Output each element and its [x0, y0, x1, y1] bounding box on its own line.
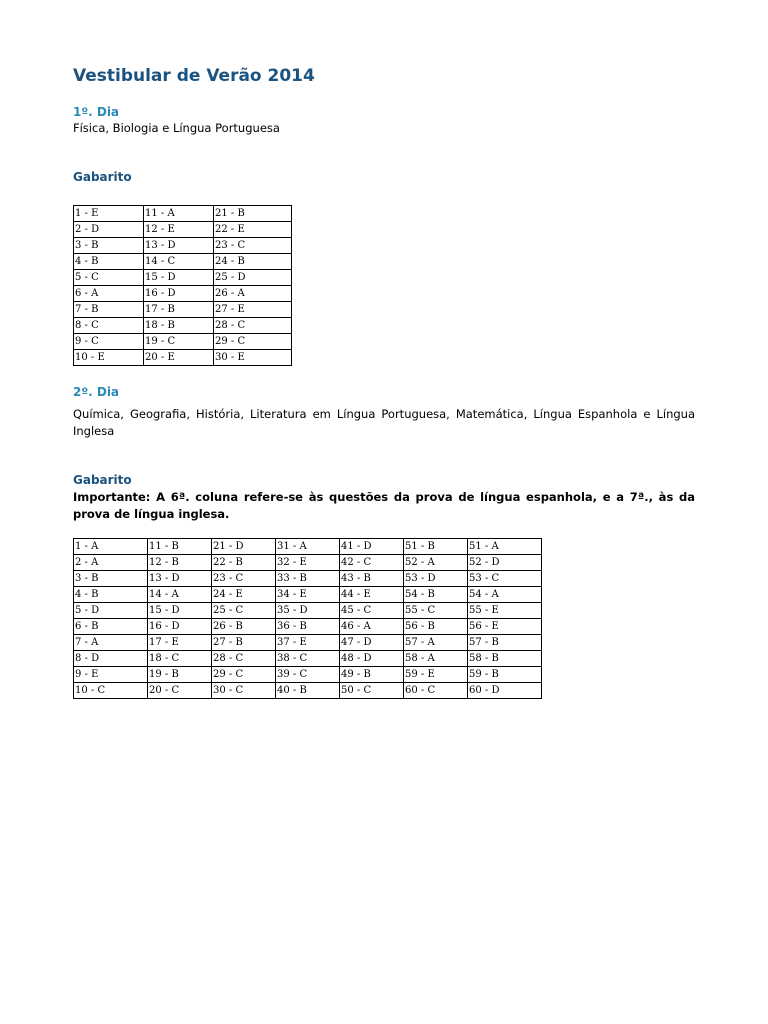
table-cell: 10 - C: [74, 683, 148, 699]
table-cell: 41 - D: [340, 539, 404, 555]
table-cell: 51 - B: [404, 539, 468, 555]
table-cell: 14 - C: [144, 254, 214, 270]
table-cell: 22 - E: [214, 222, 292, 238]
table-row: [74, 334, 292, 350]
table-cell: 42 - C: [340, 555, 404, 571]
table-cell: 53 - D: [404, 571, 468, 587]
table-cell: 24 - B: [214, 254, 292, 270]
table-cell: 50 - C: [340, 683, 404, 699]
table-cell: 18 - B: [144, 318, 214, 334]
table-cell: 15 - D: [148, 603, 212, 619]
table-cell: 11 - A: [144, 206, 214, 222]
table-cell: 59 - B: [468, 667, 542, 683]
table-row: [74, 683, 542, 699]
table-cell: 49 - B: [340, 667, 404, 683]
table-cell: 59 - E: [404, 667, 468, 683]
table-cell: 28 - C: [214, 318, 292, 334]
table-cell: 7 - B: [74, 302, 144, 318]
table-cell: 5 - D: [74, 603, 148, 619]
table-cell: 60 - D: [468, 683, 542, 699]
table-cell: 25 - C: [212, 603, 276, 619]
table-cell: 12 - B: [148, 555, 212, 571]
table-cell: 44 - E: [340, 587, 404, 603]
table-row: [74, 206, 292, 222]
table-cell: 46 - A: [340, 619, 404, 635]
table-row: [74, 302, 292, 318]
table-cell: 54 - B: [404, 587, 468, 603]
table-cell: 3 - B: [74, 571, 148, 587]
table-cell: 30 - C: [212, 683, 276, 699]
table-cell: 24 - E: [212, 587, 276, 603]
table-row: [74, 555, 542, 571]
table-row: [74, 587, 542, 603]
table-cell: 4 - B: [74, 254, 144, 270]
day1-subjects: Física, Biologia e Língua Portuguesa: [73, 121, 280, 135]
table-cell: 30 - E: [214, 350, 292, 366]
table-row: [74, 270, 292, 286]
table-cell: 23 - C: [212, 571, 276, 587]
table-cell: 27 - B: [212, 635, 276, 651]
table-cell: 35 - D: [276, 603, 340, 619]
table-cell: 58 - B: [468, 651, 542, 667]
table-cell: 7 - A: [74, 635, 148, 651]
table-cell: 16 - D: [144, 286, 214, 302]
table-row: [74, 254, 292, 270]
table-cell: 4 - B: [74, 587, 148, 603]
table-row: [74, 651, 542, 667]
table-cell: 47 - D: [340, 635, 404, 651]
day2-heading: 2º. Dia: [73, 385, 120, 399]
table-cell: 54 - A: [468, 587, 542, 603]
table-cell: 38 - C: [276, 651, 340, 667]
table-cell: 33 - B: [276, 571, 340, 587]
table-cell: 12 - E: [144, 222, 214, 238]
table-cell: 15 - D: [144, 270, 214, 286]
day1-gabarito-label: Gabarito: [73, 170, 132, 184]
table-cell: 23 - C: [214, 238, 292, 254]
table-row: [74, 571, 542, 587]
table-cell: 3 - B: [74, 238, 144, 254]
table-cell: 43 - B: [340, 571, 404, 587]
table-cell: 55 - C: [404, 603, 468, 619]
table-cell: 20 - E: [144, 350, 214, 366]
table-cell: 26 - A: [214, 286, 292, 302]
table-cell: 19 - B: [148, 667, 212, 683]
table-cell: 9 - C: [74, 334, 144, 350]
table-row: [74, 603, 542, 619]
table-cell: 25 - D: [214, 270, 292, 286]
table-cell: 60 - C: [404, 683, 468, 699]
table-cell: 2 - D: [74, 222, 144, 238]
table-cell: 19 - C: [144, 334, 214, 350]
table-cell: 21 - B: [214, 206, 292, 222]
table-cell: 10 - E: [74, 350, 144, 366]
table-cell: 13 - D: [144, 238, 214, 254]
table-cell: 36 - B: [276, 619, 340, 635]
day1-heading: 1º. Dia: [73, 105, 120, 119]
table-cell: 6 - B: [74, 619, 148, 635]
table-cell: 22 - B: [212, 555, 276, 571]
table-cell: 51 - A: [468, 539, 542, 555]
table-cell: 1 - E: [74, 206, 144, 222]
table-cell: 48 - D: [340, 651, 404, 667]
table-cell: 6 - A: [74, 286, 144, 302]
table-cell: 31 - A: [276, 539, 340, 555]
table-cell: 18 - C: [148, 651, 212, 667]
table-cell: 29 - C: [214, 334, 292, 350]
table-cell: 58 - A: [404, 651, 468, 667]
table-cell: 2 - A: [74, 555, 148, 571]
table-cell: 57 - A: [404, 635, 468, 651]
day2-subjects: Química, Geografia, História, Literatura em Língua Portuguesa, Matemática, Língua Espanhola e Língua Inglesa: [73, 407, 695, 438]
table-row: [74, 539, 542, 555]
table-cell: 26 - B: [212, 619, 276, 635]
table-row: [74, 619, 542, 635]
table-cell: 9 - E: [74, 667, 148, 683]
table-cell: 56 - E: [468, 619, 542, 635]
table-cell: 57 - B: [468, 635, 542, 651]
table-cell: 53 - C: [468, 571, 542, 587]
table-cell: 27 - E: [214, 302, 292, 318]
table-cell: 52 - A: [404, 555, 468, 571]
table-cell: 17 - B: [144, 302, 214, 318]
table-cell: 39 - C: [276, 667, 340, 683]
table-cell: 14 - A: [148, 587, 212, 603]
table-cell: 21 - D: [212, 539, 276, 555]
day1-answer-key-table: [73, 205, 292, 366]
table-cell: 8 - C: [74, 318, 144, 334]
table-cell: 40 - B: [276, 683, 340, 699]
table-cell: 37 - E: [276, 635, 340, 651]
table-cell: 28 - C: [212, 651, 276, 667]
document-title: Vestibular de Verão 2014: [73, 66, 315, 86]
table-cell: 16 - D: [148, 619, 212, 635]
table-cell: 1 - A: [74, 539, 148, 555]
day2-answer-key-table: [73, 538, 542, 699]
table-cell: 20 - C: [148, 683, 212, 699]
day2-important-note: Importante: A 6ª. coluna refere-se às questões da prova de língua espanhola, e a 7ª., às da prova de língua inglesa.: [73, 490, 695, 521]
table-cell: 45 - C: [340, 603, 404, 619]
table-cell: 55 - E: [468, 603, 542, 619]
table-row: [74, 667, 542, 683]
table-row: [74, 238, 292, 254]
table-row: [74, 286, 292, 302]
table-row: [74, 350, 292, 366]
table-row: [74, 222, 292, 238]
table-row: [74, 318, 292, 334]
table-cell: 8 - D: [74, 651, 148, 667]
table-cell: 5 - C: [74, 270, 144, 286]
table-cell: 34 - E: [276, 587, 340, 603]
table-cell: 56 - B: [404, 619, 468, 635]
day2-gabarito-label: Gabarito: [73, 473, 132, 487]
table-cell: 11 - B: [148, 539, 212, 555]
table-cell: 29 - C: [212, 667, 276, 683]
table-cell: 32 - E: [276, 555, 340, 571]
table-row: [74, 635, 542, 651]
table-cell: 13 - D: [148, 571, 212, 587]
table-cell: 52 - D: [468, 555, 542, 571]
table-cell: 17 - E: [148, 635, 212, 651]
